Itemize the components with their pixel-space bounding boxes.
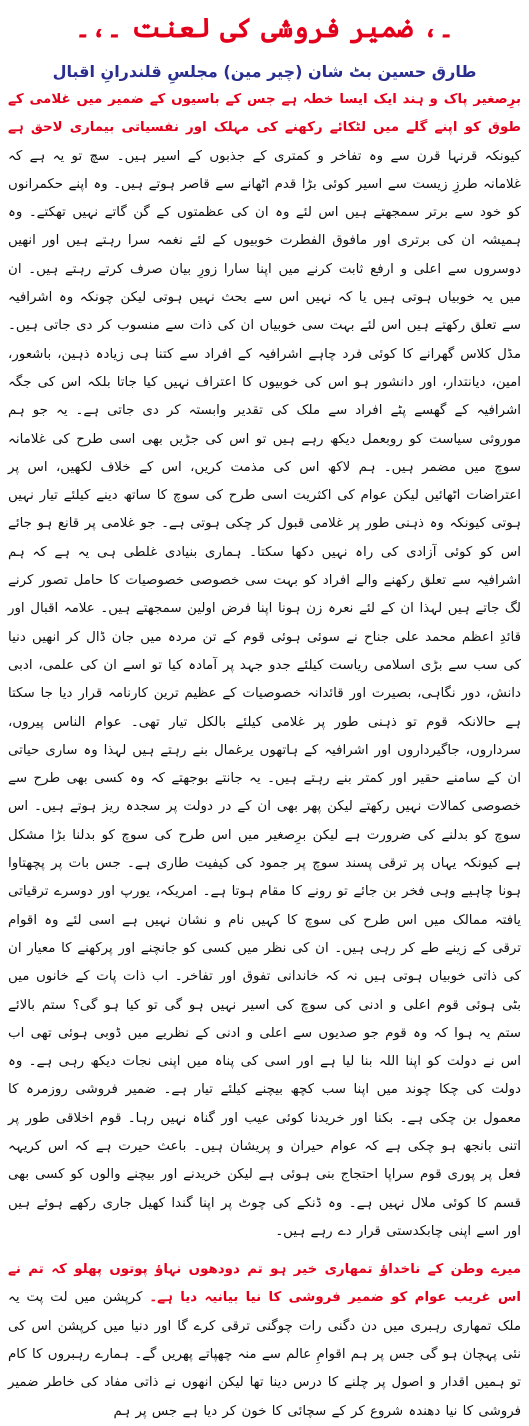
- paragraph-body: کرپشن میں لت پت یہ ملک تمھاری رہبری میں دن دگنی رات چوگنی ترقی کرے گا اور دنیا میں کرپشن اس کی نئی پہچان ہو گی جس پر ہم اقوامِ عالم سے منہ چھپاتے پھریں گے۔ ہمارے رہبروں کا کام تو ہمیں اقدار و اصول پر چلنے کا درس دینا تھا لیکن انھوں نے ذاتی مفاد کی خاطر ضمیر فروشی کا نیا دھندہ شروع کر کے سچائی کا خون کر دیا ہے جس پر ہم: [8, 1290, 521, 1419]
- article-paragraph: [8, 1256, 521, 1426]
- paragraph-body: کیونکہ قرنہا قرن سے وہ تفاخر و کمتری کے جذبوں کے اسیر ہیں۔ سچ تو یہ ہے کہ غلامانہ طرزِ زیست سے اسیر کوئی بڑا قدم اٹھانے سے قاصر ہوتے ہیں۔ وہ اپنے حکمرانوں کو خود سے برتر سمجھتے ہیں اس لئے وہ ان کی عظمتوں کے گن گاتے نہیں تھکتے۔ وہ ہمیشہ ان کی برتری اور مافوق الفطرت خوبیوں کے لئے نغمہ سرا رہتے ہیں اور انھیں دوسروں سے اعلی و ارفع ثابت کرنے میں اپنا سارا زورِ بیان صرف کرتے رہتے ہیں۔ ان میں یہ خوبیاں ہوتی ہیں یا کہ نہیں اس سے بحث نہیں ہوتی لیکن چونکہ وہ اشرافیہ سے تعلق رکھتے ہیں اس لئے بہت سی خوبیاں ان کی ذات سے منسوب کر دی جاتی ہیں۔ مڈل کلاس گھرانے کا کوئی فرد چاہے اشرافیہ کے افراد سے کتنا ہی زیادہ ذہین، باشعور، امین، دیانتدار، اور دانشور ہو اس کی خوبیوں کا اعتراف نہیں کیا جاتا بلکہ اس کی جگہ اشرافیہ کے گھسے پٹے افراد سے ملک کی تقدیر وابستہ کر دی جاتی ہے۔ یہ جو ہم موروثی سیاست کو روبعمل دیکھ رہے ہیں تو اس کی جڑیں بھی اسی طرح کی غلامانہ سوچ میں مضمر ہیں۔ ہم لاکھ اس کی مذمت کریں، اس کے خلاف لکھیں، اس پر اعتراضات اٹھائیں لیکن عوام کی اکثریت اسی طرح کی سوچ کا ساتھ دینے کیلئے تیار نہیں ہوتی کیونکہ وہ ذہنی طور پر غلامی قبول کر چکی ہوتی ہے۔ جو غلامی پر قانع ہو جائے اس کو کوئی آزادی کی راہ نہیں دکھا سکتا۔ ہماری بنیادی غلطی ہی یہ ہے کہ ہم اشرافیہ سے تعلق رکھنے والے افراد کو بہت سی خصوصی خصوصیات کا حامل تصور کرنے لگ جاتے ہیں لہذا ان کے لئے نعرہ زن ہونا اپنا فرض اولین سمجھتے ہیں۔ علامہ اقبال اور قائدِ اعظم محمد علی جناح نے سوئی ہوئی قوم کے تن مردہ میں جان ڈال کر انھیں دنیا کی سب سے بڑی اسلامی ریاست کیلئے جدو جہد پر آمادہ کیا تو اسے ان کی علمی، ادبی دانش، دور نگاہی، بصیرت اور قائدانہ خصوصیات کے عظیم ترین کارنامہ قرار دیا جا سکتا ہے حالانکہ قوم تو ذہنی طور پر غلامی کیلئے بالکل تیار تھی۔ عوام الناس پیروں، سرداروں، جاگیرداروں اور اشرافیہ کے ہاتھوں یرغمال بنے رہتے ہیں لہذا وہ ساری حیاتی ان کے سامنے حقیر اور کمتر بنے رہتے ہیں۔ یہ جانتے بوجھتے کہ وہ کسی بھی طرح سے خصوصی کمالات نہیں رکھتے لیکن پھر بھی ان کے در دولت پر سجدہ ریز ہوتے ہیں۔ اس سوچ کو بدلنے کی ضرورت ہے لیکن برِصغیر میں اس طرح کی سوچ کو بدلنا بڑا مشکل ہے کیونکہ یہاں پر ترقی پسند سوچ پر جمود کی کیفیت طاری ہے۔ جس بات پر پچھتاوا ہونا چاہیے وہی فخر بن جائے تو رونے کا مقام ہوتا ہے۔ امریکہ، یورپ اور دوسرے ترقیاتی یافتہ ممالک میں اس طرح کی سوچ کا کہیں نام و نشان نہیں ہے اسی لئے وہ اقوام ترقی کے زینے طے کر رہی ہیں۔ ان کی نظر میں کسی کو جانچنے اور پرکھنے کا معیار ان کی ذاتی خوبیاں ہوتی ہیں نہ کہ خاندانی تفوق اور تفاخر۔ اب ذات پات کے خانوں میں بٹی ہوئی قوم اعلی و ادنی کی سوچ کی اسیر نہیں ہو گی تو کیا ہو گی؟ ستم بالائے ستم یہ ہوا کہ وہ قوم جو صدیوں سے اعلی و ادنی کے نظریے میں ڈوبی ہوئی تھی اب اس نے دولت کو اپنا اللہ بنا لیا ہے اور اسی کی پناہ میں اپنی نجات دیکھ رہی ہے۔ وہ دولت کی چکا چوند میں اپنا سب کچھ بیچنے کیلئے تیار ہے۔ ضمیر فروشی روزمرہ کا معمول بن چکی ہے۔ بکنا اور خریدنا کوئی عیب اور گناہ نہیں رہا۔ قوم اخلاقی طور پر اتنی بانجھ ہو چکی ہے کہ عوام حیران و پریشان ہیں۔ باعث حیرت ہے کہ اس کریہہ فعل پر پوری قوم سراپا احتجاج بنی ہوئی ہے لیکن خریدنے اور بیچنے والوں کو کسی بھی قسم کا کوئی ملال نہیں ہے۔ وہ ڈنکے کی چوٹ پر اپنا گندا کھیل جاری رکھے ہوئے ہیں اور اسے اپنی چابکدستی قرار دے رہے ہیں۔: [8, 148, 521, 1239]
- article-title: ۔، ضمیر فروشی کی لعنت ۔،۔: [74, 13, 455, 44]
- paragraph-lead-highlight: میرے وطن کے ناخداؤ تمھاری خیر ہو تم دودھوں نہاؤ پوتوں پھلو کہ تم نے اس غریب عوام کو ضمیر فروشی کا نیا بیانیہ دیا ہے۔: [8, 1262, 521, 1306]
- article-paragraph: [8, 86, 521, 1246]
- paragraph-lead-highlight: برِصغیر پاک و ہند ایک ایسا خطہ ہے جس کے باسیوں کے ضمیر میں غلامی کے طوق کو اپنے گلے میں لٹکائے رکھنے کی مہلک اور نفسیاتی بیماری لاحق ہے: [8, 92, 521, 136]
- author-byline: طارق حسین بٹ شان (چیر مین) مجلسِ قلندرانِ اقبال: [52, 62, 477, 81]
